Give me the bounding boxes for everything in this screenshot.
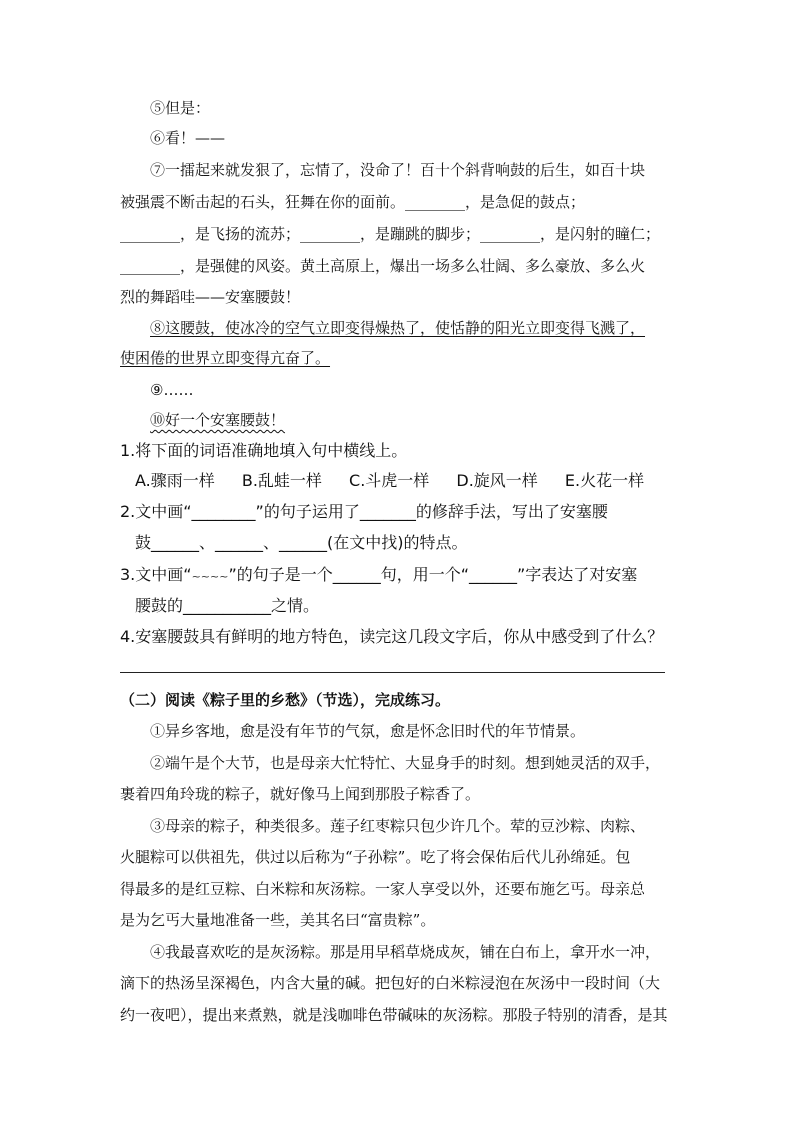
question-1: 1.将下面的词语准确地填入句中横线上。 <box>120 441 408 460</box>
p2-paragraph-4-line-1: ④我最喜欢吃的是灰汤粽。那是用早稻草烧成灰，铺在白布上，拿开水一冲， <box>150 943 661 961</box>
paragraph-7-line-3: ________，是飞扬的流苏；________，是蹦跳的脚步；________，是闪射的瞳仁； <box>120 225 661 243</box>
choice-b: B.乱蛙一样 <box>241 471 322 490</box>
underlined-sentence: ⑧这腰鼓，使冰冷的空气立即变得燥热了，使恬静的阳光立即变得飞溅了， <box>150 319 646 337</box>
p2-paragraph-1: ①异乡客地，愈是没有年节的气氛，愈是怀念旧时代的年节情景。 <box>150 722 586 740</box>
paragraph-7-line-1: ⑦一擂起来就发狠了，忘情了，没命了！百十个斜背响鼓的后生，如百十块 <box>150 161 646 179</box>
paragraph-6: ⑥看！—— <box>150 129 226 147</box>
question-4: 4.安塞腰鼓具有鲜明的地方特色，读完这几段文字后，你从中感受到了什么？ <box>120 627 664 646</box>
paragraph-7-line-2: 被强震不断击起的石头，狂舞在你的面前。________，是急促的鼓点； <box>120 193 586 211</box>
question-3-line-2: 腰鼓的___________之情。 <box>135 596 320 615</box>
paragraph-10 <box>150 410 680 430</box>
wavy-mark: ~~~~ <box>191 570 229 583</box>
p2-paragraph-3-line-3: 得最多的是红豆粽、白米粽和灰汤粽。一家人享受以外，还要布施乞丐。母亲总 <box>120 880 646 898</box>
p2-paragraph-4-line-3: 约一夜吧），提出来煮熟，就是浅咖啡色带碱味的灰汤粽。那股子特别的清香，是其 <box>120 1006 668 1024</box>
question-1-choices <box>135 471 695 491</box>
paragraph-9: ⑨…… <box>150 381 194 399</box>
underlined-sentence: 使困倦的世界立即变得亢奋了。 <box>120 349 331 367</box>
paragraph-5: ⑤但是： <box>150 99 211 117</box>
p2-paragraph-2-line-1: ②端午是个大节，也是母亲大忙特忙、大显身手的时刻。想到她灵活的双手， <box>150 754 661 772</box>
question-2-line-2: 鼓______、______、______(在文中找)的特点。 <box>135 533 468 552</box>
paragraph-7-line-4: ________，是强健的风姿。黄土高原上，爆出一场多么壮阔、多么豪放、多么火 <box>120 257 646 275</box>
p2-paragraph-3-line-1: ③母亲的粽子，种类很多。莲子红枣粽只包少许几个。荤的豆沙粽、肉粽、 <box>150 817 646 835</box>
paragraph-8-line-1 <box>150 318 680 338</box>
question-3-line-1: 3.文中画“~~~~”的句子是一个______句，用一个“______”字表达了对安塞 <box>120 565 638 584</box>
choice-c: C.斗虎一样 <box>349 471 430 490</box>
p2-paragraph-3-line-2: 火腿粽可以供祖先，供过以后称为“子孙粽”。吃了将会保佑后代儿孙绵延。包 <box>120 848 631 866</box>
p2-paragraph-3-line-4: 是为乞丐大量地准备一些，美其名曰“富贵粽”。 <box>120 911 436 929</box>
question-2-line-1: 2.文中画“________”的句子运用了_______的修辞手法，写出了安塞腰 <box>120 502 608 521</box>
p2-paragraph-4-line-2: 滴下的热汤呈深褐色，内含大量的碱。把包好的白米粽浸泡在灰汤中一段时间（大 <box>120 974 661 992</box>
answer-line[interactable] <box>120 672 665 673</box>
choice-a: A.骤雨一样 <box>135 471 215 490</box>
paragraph-8-line-2 <box>120 348 680 368</box>
p2-paragraph-2-line-2: 裹着四角玲珑的粽子，就好像马上闻到那股子粽香了。 <box>120 785 481 803</box>
section-2-heading: （二）阅读《粽子里的乡愁》（节选），完成练习。 <box>120 691 451 709</box>
choice-d: D.旋风一样 <box>456 471 538 490</box>
wavy-underlined-sentence: ⑩好一个安塞腰鼓！ <box>150 411 286 429</box>
choice-e: E.火花一样 <box>564 471 645 490</box>
paragraph-7-line-5: 烈的舞蹈哇——安塞腰鼓！ <box>120 288 301 306</box>
